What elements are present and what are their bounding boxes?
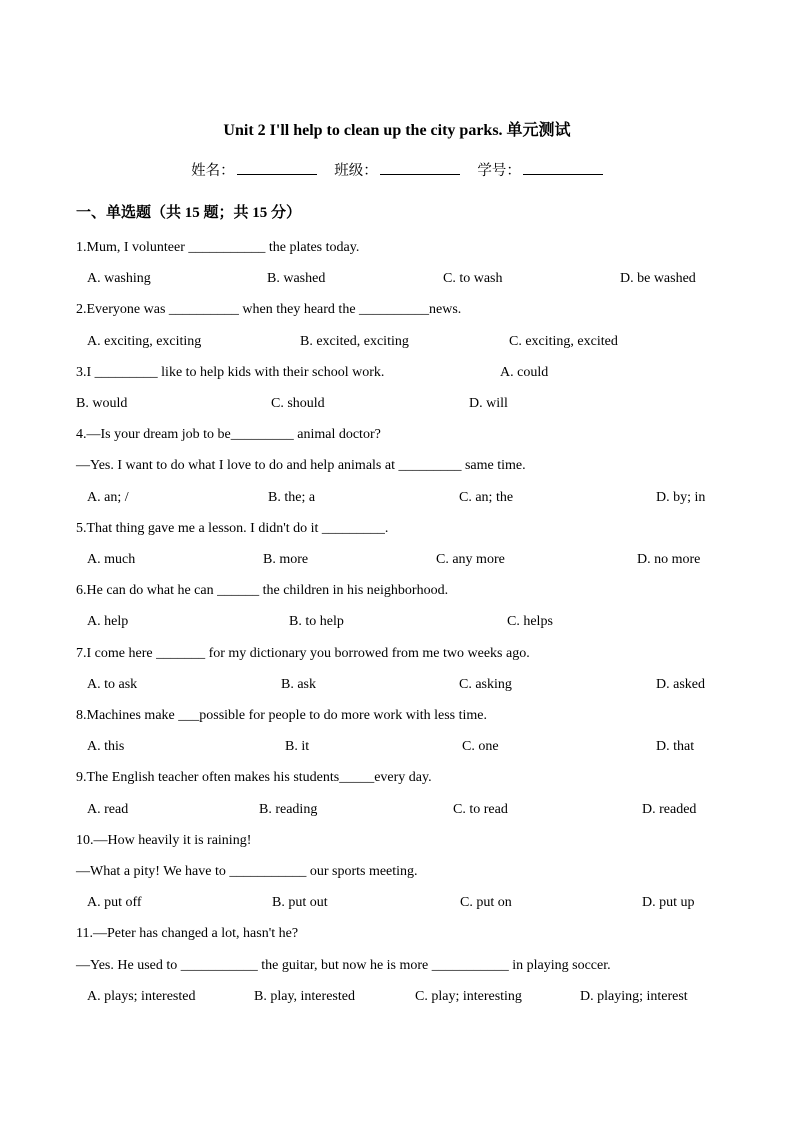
question-8-option-a[interactable]: A. this xyxy=(87,739,125,754)
question-9-option-d[interactable]: D. readed xyxy=(642,802,697,817)
question-10-stem-1: 10.—How heavily it is raining! xyxy=(76,833,252,848)
question-6-option-c[interactable]: C. helps xyxy=(507,614,553,629)
question-1-option-d[interactable]: D. be washed xyxy=(620,271,696,286)
question-4-option-c[interactable]: C. an; the xyxy=(459,490,514,505)
question-11-stem-1: 11.—Peter has changed a lot, hasn't he? xyxy=(76,926,299,941)
question-3-option-d[interactable]: D. will xyxy=(469,396,508,411)
question-3-stem: 3.I _________ like to help kids with their school work. xyxy=(76,365,385,380)
question-8-option-d[interactable]: D. that xyxy=(656,739,695,754)
question-8-option-c[interactable]: C. one xyxy=(462,739,499,754)
question-2-option-b[interactable]: B. excited, exciting xyxy=(300,334,409,349)
question-2-option-c[interactable]: C. exciting, excited xyxy=(509,334,618,349)
question-10-option-b[interactable]: B. put out xyxy=(272,895,328,910)
question-5-stem: 5.That thing gave me a lesson. I didn't do it _________. xyxy=(76,521,389,536)
question-6-stem: 6.He can do what he can ______ the children in his neighborhood. xyxy=(76,583,449,598)
name-blank[interactable] xyxy=(237,162,317,175)
question-3-option-c[interactable]: C. should xyxy=(271,396,325,411)
question-5-option-a[interactable]: A. much xyxy=(87,552,136,567)
question-10-stem-2: —What a pity! We have to ___________ our sports meeting. xyxy=(76,864,418,879)
name-field[interactable] xyxy=(191,159,317,180)
question-7-stem: 7.I come here _______ for my dictionary you borrowed from me two weeks ago. xyxy=(76,646,530,661)
question-4-option-a[interactable]: A. an; / xyxy=(87,490,129,505)
question-5-option-c[interactable]: C. any more xyxy=(436,552,505,567)
question-6-option-b[interactable]: B. to help xyxy=(289,614,344,629)
question-1-option-a[interactable]: A. washing xyxy=(87,271,151,286)
question-1-stem: 1.Mum, I volunteer ___________ the plates today. xyxy=(76,240,360,255)
question-4-option-b[interactable]: B. the; a xyxy=(268,490,316,505)
class-label: 班级： xyxy=(334,163,378,179)
section-heading: 一、单选题（共 15 题；共 15 分） xyxy=(76,205,302,221)
question-11-option-a[interactable]: A. plays; interested xyxy=(87,989,196,1004)
class-field[interactable] xyxy=(334,159,460,180)
question-11-stem-2: —Yes. He used to ___________ the guitar, but now he is more ___________ in playing soccer. xyxy=(76,958,611,973)
name-label: 姓名： xyxy=(191,163,235,179)
number-label: 学号： xyxy=(477,163,521,179)
question-4-stem-1: 4.—Is your dream job to be_________ animal doctor? xyxy=(76,427,381,442)
question-11-option-b[interactable]: B. play, interested xyxy=(254,989,355,1004)
question-6-option-a[interactable]: A. help xyxy=(87,614,129,629)
question-10-option-c[interactable]: C. put on xyxy=(460,895,512,910)
question-7-option-c[interactable]: C. asking xyxy=(459,677,512,692)
number-field[interactable] xyxy=(477,159,603,180)
question-8-stem: 8.Machines make ___possible for people to do more work with less time. xyxy=(76,708,487,723)
question-9-stem: 9.The English teacher often makes his students_____every day. xyxy=(76,770,432,785)
question-2-option-a[interactable]: A. exciting, exciting xyxy=(87,334,202,349)
student-info-row xyxy=(0,159,794,180)
question-9-option-c[interactable]: C. to read xyxy=(453,802,508,817)
question-1-option-b[interactable]: B. washed xyxy=(267,271,326,286)
question-11-option-c[interactable]: C. play; interesting xyxy=(415,989,522,1004)
question-3-option-b[interactable]: B. would xyxy=(76,396,128,411)
question-4-stem-2: —Yes. I want to do what I love to do and help animals at _________ same time. xyxy=(76,458,526,473)
question-4-option-d[interactable]: D. by; in xyxy=(656,490,706,505)
question-11-option-d[interactable]: D. playing; interest xyxy=(580,989,688,1004)
question-10-option-a[interactable]: A. put off xyxy=(87,895,142,910)
question-2-stem: 2.Everyone was __________ when they heard the __________news. xyxy=(76,302,462,317)
page-title: Unit 2 I'll help to clean up the city parks. 单元测试 xyxy=(223,122,571,139)
question-1-option-c[interactable]: C. to wash xyxy=(443,271,503,286)
question-9-option-b[interactable]: B. reading xyxy=(259,802,318,817)
question-3-option-a[interactable]: A. could xyxy=(500,365,549,380)
number-blank[interactable] xyxy=(523,162,603,175)
question-7-option-d[interactable]: D. asked xyxy=(656,677,705,692)
class-blank[interactable] xyxy=(380,162,460,175)
question-10-option-d[interactable]: D. put up xyxy=(642,895,695,910)
question-7-option-b[interactable]: B. ask xyxy=(281,677,316,692)
question-7-option-a[interactable]: A. to ask xyxy=(87,677,138,692)
question-5-option-b[interactable]: B. more xyxy=(263,552,309,567)
question-8-option-b[interactable]: B. it xyxy=(285,739,310,754)
question-5-option-d[interactable]: D. no more xyxy=(637,552,701,567)
question-9-option-a[interactable]: A. read xyxy=(87,802,129,817)
